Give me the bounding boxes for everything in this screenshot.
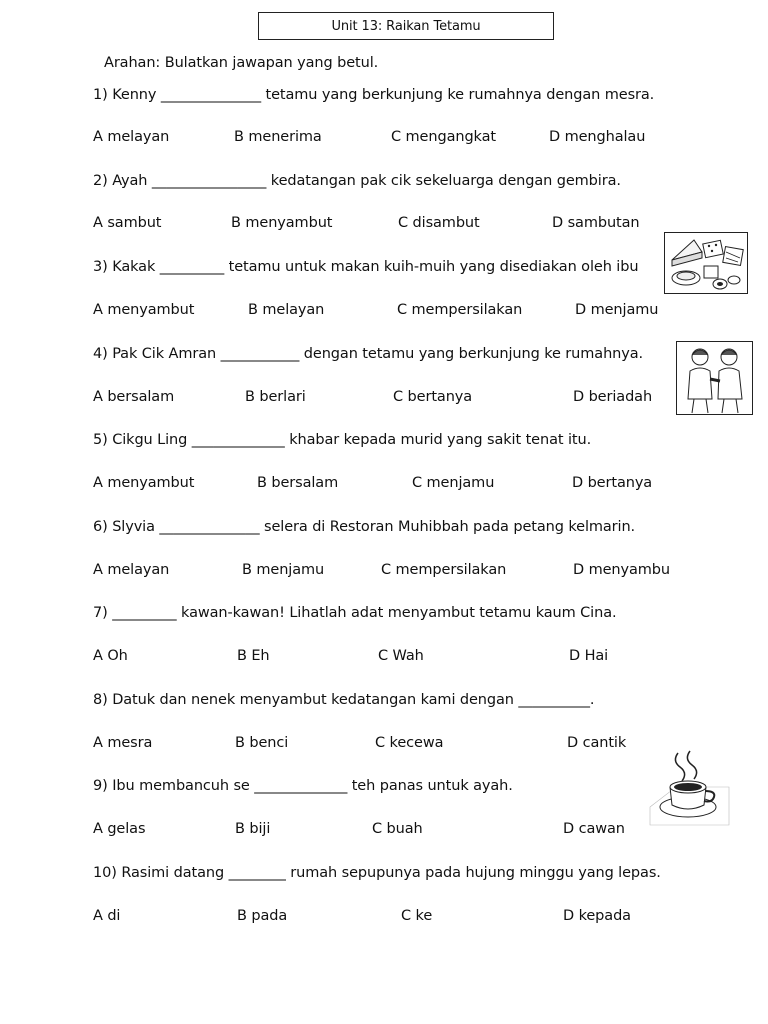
option-a[interactable]: A bersalam xyxy=(93,389,175,405)
option-d[interactable]: D menjamu xyxy=(575,302,659,318)
options-1 xyxy=(93,129,713,149)
option-b[interactable]: B biji xyxy=(235,821,271,837)
option-d[interactable]: D menyambu xyxy=(573,562,670,578)
options-5 xyxy=(93,475,713,495)
worksheet-title: Unit 13: Raikan Tetamu xyxy=(258,12,554,40)
instruction-text: Arahan: Bulatkan jawapan yang betul. xyxy=(104,55,379,71)
options-10 xyxy=(93,908,713,928)
option-a[interactable]: A gelas xyxy=(93,821,146,837)
option-b[interactable]: B menerima xyxy=(234,129,322,145)
option-a[interactable]: A mesra xyxy=(93,735,153,751)
option-d[interactable]: D menghalau xyxy=(549,129,646,145)
question-10: 10) Rasimi datang ________ rumah sepupunya pada hujung minggu yang lepas. xyxy=(93,865,661,881)
option-a[interactable]: A melayan xyxy=(93,129,170,145)
option-c[interactable]: C disambut xyxy=(398,215,480,231)
option-c[interactable]: C buah xyxy=(372,821,423,837)
options-8 xyxy=(93,735,713,755)
question-4: 4) Pak Cik Amran ___________ dengan tetamu yang berkunjung ke rumahnya. xyxy=(93,346,644,362)
option-d[interactable]: D sambutan xyxy=(552,215,640,231)
option-b[interactable]: B pada xyxy=(237,908,288,924)
option-b[interactable]: B Eh xyxy=(237,648,270,664)
option-d[interactable]: D Hai xyxy=(569,648,609,664)
options-6 xyxy=(93,562,713,582)
question-2: 2) Ayah ________________ kedatangan pak cik sekeluarga dengan gembira. xyxy=(93,173,621,189)
options-4 xyxy=(93,389,713,409)
option-b[interactable]: B menjamu xyxy=(242,562,325,578)
option-d[interactable]: D cawan xyxy=(563,821,625,837)
question-7: 7) _________ kawan-kawan! Lihatlah adat menyambut tetamu kaum Cina. xyxy=(93,605,617,621)
option-c[interactable]: C Wah xyxy=(378,648,424,664)
option-c[interactable]: C mempersilakan xyxy=(381,562,507,578)
question-6: 6) Slyvia ______________ selera di Restoran Muhibbah pada petang kelmarin. xyxy=(93,519,636,535)
option-c[interactable]: C mempersilakan xyxy=(397,302,523,318)
option-a[interactable]: A Oh xyxy=(93,648,128,664)
option-b[interactable]: B benci xyxy=(235,735,289,751)
question-3: 3) Kakak _________ tetamu untuk makan kuih-muih yang disediakan oleh ibu xyxy=(93,259,639,275)
question-5: 5) Cikgu Ling _____________ khabar kepada murid yang sakit tenat itu. xyxy=(93,432,592,448)
options-9 xyxy=(93,821,713,841)
options-3 xyxy=(93,302,713,322)
question-1: 1) Kenny ______________ tetamu yang berkunjung ke rumahnya dengan mesra. xyxy=(93,87,655,103)
option-b[interactable]: B bersalam xyxy=(257,475,339,491)
options-2 xyxy=(93,215,713,235)
option-a[interactable]: A di xyxy=(93,908,121,924)
option-a[interactable]: A menyambut xyxy=(93,475,195,491)
options-7 xyxy=(93,648,713,668)
option-b[interactable]: B menyambut xyxy=(231,215,333,231)
option-c[interactable]: C ke xyxy=(401,908,433,924)
option-d[interactable]: D cantik xyxy=(567,735,627,751)
option-c[interactable]: C menjamu xyxy=(412,475,495,491)
option-d[interactable]: D beriadah xyxy=(573,389,653,405)
option-a[interactable]: A menyambut xyxy=(93,302,195,318)
option-b[interactable]: B berlari xyxy=(245,389,306,405)
option-b[interactable]: B melayan xyxy=(248,302,325,318)
option-a[interactable]: A melayan xyxy=(93,562,170,578)
option-c[interactable]: C bertanya xyxy=(393,389,473,405)
question-8: 8) Datuk dan nenek menyambut kedatangan kami dengan __________. xyxy=(93,692,595,708)
question-9: 9) Ibu membancuh se _____________ teh panas untuk ayah. xyxy=(93,778,513,794)
option-c[interactable]: C kecewa xyxy=(375,735,444,751)
coffee-cup-picture xyxy=(648,747,731,826)
option-d[interactable]: D kepada xyxy=(563,908,631,924)
option-a[interactable]: A sambut xyxy=(93,215,162,231)
cakes-picture xyxy=(664,232,748,294)
handshake-picture xyxy=(676,341,753,415)
option-c[interactable]: C mengangkat xyxy=(391,129,496,145)
option-d[interactable]: D bertanya xyxy=(572,475,653,491)
